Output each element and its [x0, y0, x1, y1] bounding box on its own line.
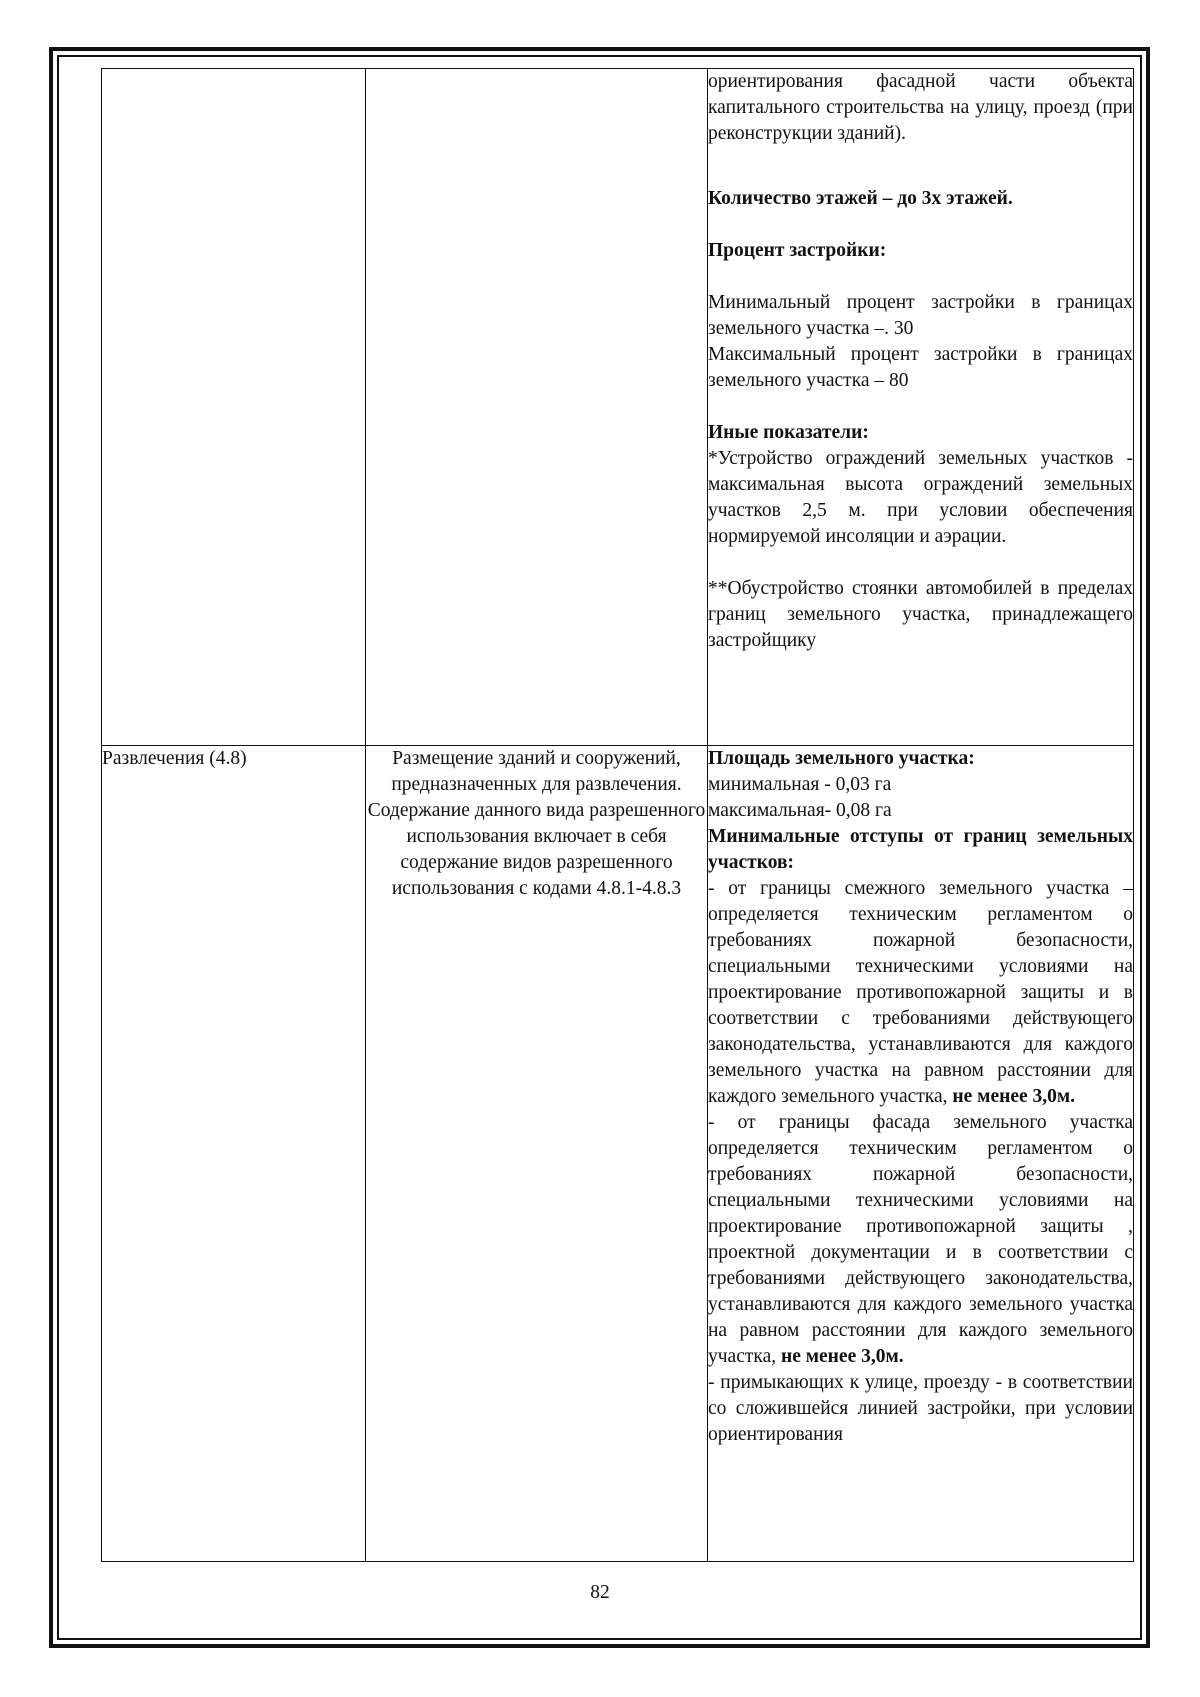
floors-text: Количество этажей – до 3х этажей. — [708, 188, 1013, 209]
area-heading: Площадь земельного участка: — [708, 748, 975, 769]
setback-adjacent-minimum: не менее 3,0м. — [952, 1086, 1076, 1107]
table-row — [102, 69, 1134, 746]
setback-facade-body: - от границы фасада земельного участка определяется техническим регламентом о требованиях пожарной безопасности, специальными техническими условиями на проектирование противопожарной защиты , проектной документации и в соответствии с требованиями действующего законодательства, устанавливаются для каждого земельного участка на равном расстоянии для каждого земельного участка, — [708, 1112, 1133, 1367]
use-type-label: Развлечения (4.8) — [102, 748, 247, 769]
coverage-heading: Процент застройки: — [708, 240, 887, 261]
table-cell-use-type — [102, 69, 366, 746]
setback-facade-minimum: не менее 3,0м. — [780, 1346, 904, 1367]
coverage-min-text: Минимальный процент застройки в границах земельного участка –. 30 — [708, 292, 1133, 339]
setback-heading: Минимальные отступы от границ земельных участков: — [708, 826, 1133, 873]
use-description: Размещение зданий и сооружений, предназначенных для развлечения. Содержание данного вида разрешенного использования включает в себя содержание видов разрешенного использования с кодами 4.8.1-4.8.3 — [367, 748, 706, 899]
fence-text: *Устройство ограждений земельных участков - максимальная высота ограждений земельных участков 2,5 м. при условии обеспечения нормируемой инсоляции и аэрации. — [708, 448, 1133, 547]
table-cell-description — [366, 69, 708, 746]
table-cell-parameters — [708, 746, 1134, 1562]
area-min-text: минимальная - 0,03 га — [708, 774, 892, 795]
coverage-max-text: Максимальный процент застройки в границах земельного участка – 80 — [708, 344, 1133, 391]
setback-adjacent-body: - от границы смежного земельного участка – определяется техническим регламентом о требованиях пожарной безопасности, специальными техническими условиями на проектирование противопожарной защиты и в соответствии с требованиями действующего законодательства, устанавливаются для каждого земельного участка на равном расстоянии для каждого земельного участка, — [708, 878, 1133, 1107]
other-heading: Иные показатели: — [708, 422, 869, 443]
setback-facade-text — [708, 1110, 1133, 1370]
setback-adjacent-text — [708, 876, 1133, 1110]
area-max-text: максимальная- 0,08 га — [708, 800, 892, 821]
setback-street-text: - примыкающих к улице, проезду - в соответствии со сложившейся линией застройки, при условии ориентирования — [708, 1372, 1133, 1445]
page-number: 82 — [590, 1582, 610, 1603]
regulations-table — [101, 68, 1134, 1562]
table-cell-parameters — [708, 69, 1134, 746]
table-cell-description — [366, 746, 708, 1562]
parking-text: **Обустройство стоянки автомобилей в пределах границ земельного участка, принадлежащего застройщику — [708, 578, 1133, 651]
table-row — [102, 746, 1134, 1562]
table-cell-use-type — [102, 746, 366, 1562]
orientation-text: ориентирования фасадной части объекта капитального строительства на улицу, проезд (при реконструкции зданий). — [708, 71, 1133, 144]
